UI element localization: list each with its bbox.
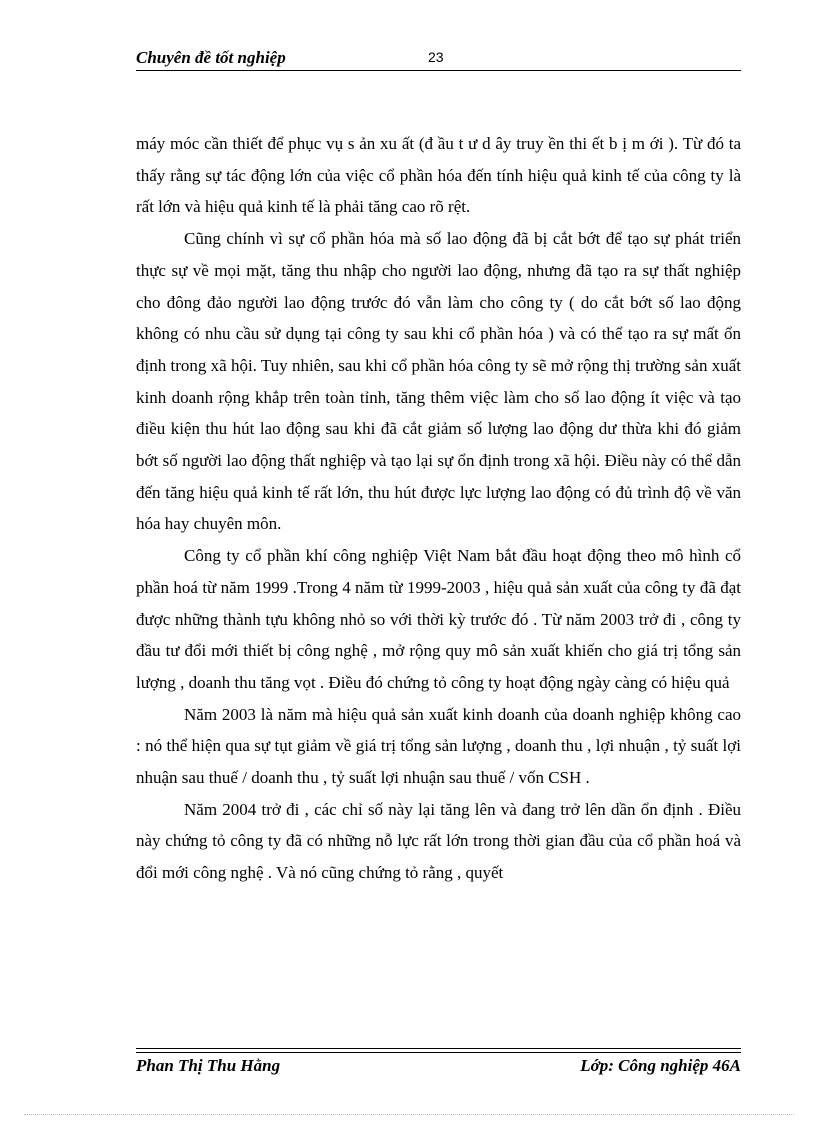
header-title: Chuyên đề tốt nghiệp — [136, 48, 286, 67]
footer-class-label: Lớp: Công nghiệp 46A — [580, 1056, 741, 1075]
footer-divider-thick — [136, 1048, 741, 1049]
header-divider — [136, 70, 741, 71]
paragraph-2: Cũng chính vì sự cổ phần hóa mà số lao động đã bị cắt bớt để tạo sự phát triển thực sự về mọi mặt, tăng thu nhập cho người lao động, nhưng đã tạo ra sự thất nghiệp cho đông đảo người lao động trước đó vẫn làm cho công ty ( do cắt bớt số lao động không có nhu cầu sử dụng tại công ty sau khi cổ phần hóa ) và có thể tạo ra sự mất ổn định trong xã hội. Tuy nhiên, sau khi cổ phần hóa công ty sẽ mở rộng thị trường sản xuất kinh doanh rộng khắp trên toàn tỉnh, tăng thêm việc làm cho số lao động ít việc và tạo điều kiện thu hút lao động sau khi đã cắt giảm số lượng lao động dư thừa khi đó giảm bớt số người lao động thất nghiệp và tạo lại sự ổn định trong xã hội. Điều này có thể dẫn đến tăng hiệu quả kinh tế rất lớn, thu hút được lực lượng lao động có đủ trình độ về văn hóa hay chuyên môn. — [136, 229, 741, 534]
paragraph-1: máy móc cần thiết để phục vụ s ản xu ất (đ ầu t ư d ây truy ền thi ết b ị m ới ). Từ đó ta thấy rằng sự tác động lớn của việc cổ phần hóa đến tính hiệu quả kinh tế của công ty là rất lớn và hiệu quả kinh tế là phải tăng cao rõ rệt. — [136, 134, 741, 217]
paragraph-3: Công ty cổ phần khí công nghiệp Việt Nam bắt đầu hoạt động theo mô hình cổ phần hoá từ năm 1999 .Trong 4 năm từ 1999-2003 , hiệu quả sản xuất của công ty đã đạt được những thành tựu không nhỏ so với thời kỳ trước đó . Từ năm 2003 trở đi , công ty đầu tư đổi mới thiết bị công nghệ , mở rộng quy mô sản xuất khiến cho giá trị tổng sản lượng , doanh thu tăng vọt . Điều đó chứng tỏ công ty hoạt động ngày càng có hiệu quả — [136, 546, 741, 692]
paragraph-5: Năm 2004 trở đi , các chỉ số này lại tăng lên và đang trở lên dần ổn định . Điều này chứng tỏ công ty đã có những nỗ lực rất lớn trong thời gian đầu của cổ phần hoá và đổi mới công nghệ . Và nó cũng chứng tỏ rằng , quyết — [136, 799, 741, 883]
footer-divider-thin — [136, 1052, 741, 1053]
document-body — [136, 128, 741, 889]
footer-author: Phan Thị Thu Hằng — [136, 1056, 281, 1075]
page-number: 23 — [428, 49, 444, 65]
page-bottom-dotted-line — [24, 1114, 794, 1115]
paragraph-4: Năm 2003 là năm mà hiệu quả sản xuất kinh doanh của doanh nghiệp không cao : nó thể hiện qua sự tụt giảm về giá trị tổng sản lượng , doanh thu , lợi nhuận , tỷ suất lợi nhuận sau thuế / doanh thu , tỷ suất lợi nhuận sau thuế / vốn CSH . — [136, 704, 741, 788]
